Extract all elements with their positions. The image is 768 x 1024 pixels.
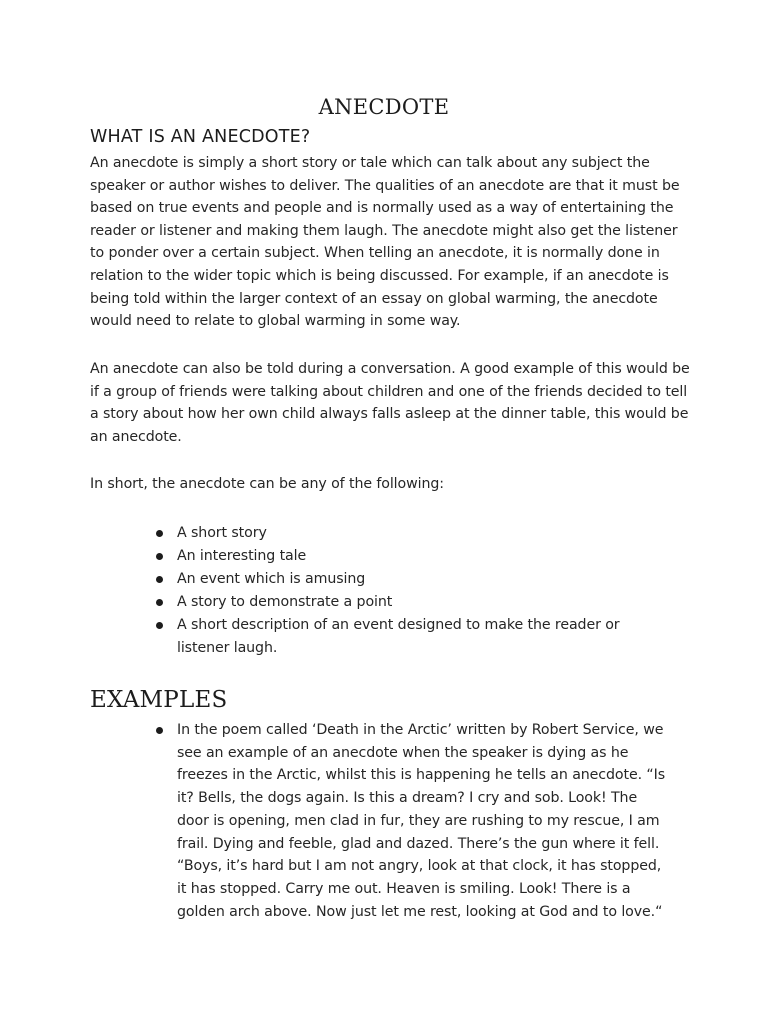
list-item: [150, 591, 670, 614]
bullet-icon: [156, 553, 163, 560]
examples-heading: EXAMPLES: [90, 687, 228, 713]
paragraph-list-intro: In short, the anecdote can be any of the following:: [90, 476, 444, 492]
section-heading: WHAT IS AN ANECDOTE?: [90, 127, 311, 147]
examples-list: [150, 719, 670, 923]
list-item: [150, 545, 670, 568]
bullet-icon: [156, 599, 163, 606]
list-item-text: A story to demonstrate a point: [177, 594, 393, 610]
list-item-text: A short description of an event designed to make the reader or listener laugh.: [177, 617, 620, 656]
list-item-text: A short story: [177, 525, 267, 541]
list-item-text: An event which is amusing: [177, 571, 366, 587]
list-item: [150, 522, 670, 545]
bullet-icon: [156, 530, 163, 537]
document-title: ANECDOTE: [318, 95, 450, 119]
bullet-icon: [156, 727, 163, 734]
paragraph-conversation: An anecdote can also be told during a conversation. A good example of this would be if a group of friends were talking about children and one of the friends decided to tell a story about how her own child always falls asleep at the dinner table, this would be an anecdote.: [90, 361, 690, 445]
list-item: [150, 568, 670, 591]
paragraph-definition: An anecdote is simply a short story or tale which can talk about any subject the speaker or author wishes to deliver. The qualities of an anecdote are that it must be based on true events and people and is normally used as a way of entertaining the reader or listener and making them laugh. The anecdote might also get the listener to ponder over a certain subject. When telling an anecdote, it is normally done in relation to the wider topic which is being discussed. For example, if an anecdote is being told within the larger context of an essay on global warming, the anecdote would need to relate to global warming in some way.: [90, 155, 680, 330]
example-text: In the poem called ‘Death in the Arctic’ written by Robert Service, we see an example of an anecdote when the speaker is dying as he freezes in the Arctic, whilst this is happening he tells an anecdote. “Is it? Bells, the dogs again. Is this a dream? I cry and sob. Look! The door is opening, men clad in fur, they are rushing to my rescue, I am frail. Dying and feeble, glad and dazed. There’s the gun where it fell. “Boys, it’s hard but I am not angry, look at that clock, it has stopped, it has stopped. Carry me out. Heaven is smiling. Look! There is a golden arch above. Now just let me rest, looking at God and to love.“: [177, 722, 666, 920]
forms-list: [150, 522, 670, 660]
list-item: [150, 614, 670, 660]
list-item: [150, 719, 670, 923]
bullet-icon: [156, 622, 163, 629]
bullet-icon: [156, 576, 163, 583]
list-item-text: An interesting tale: [177, 548, 307, 564]
